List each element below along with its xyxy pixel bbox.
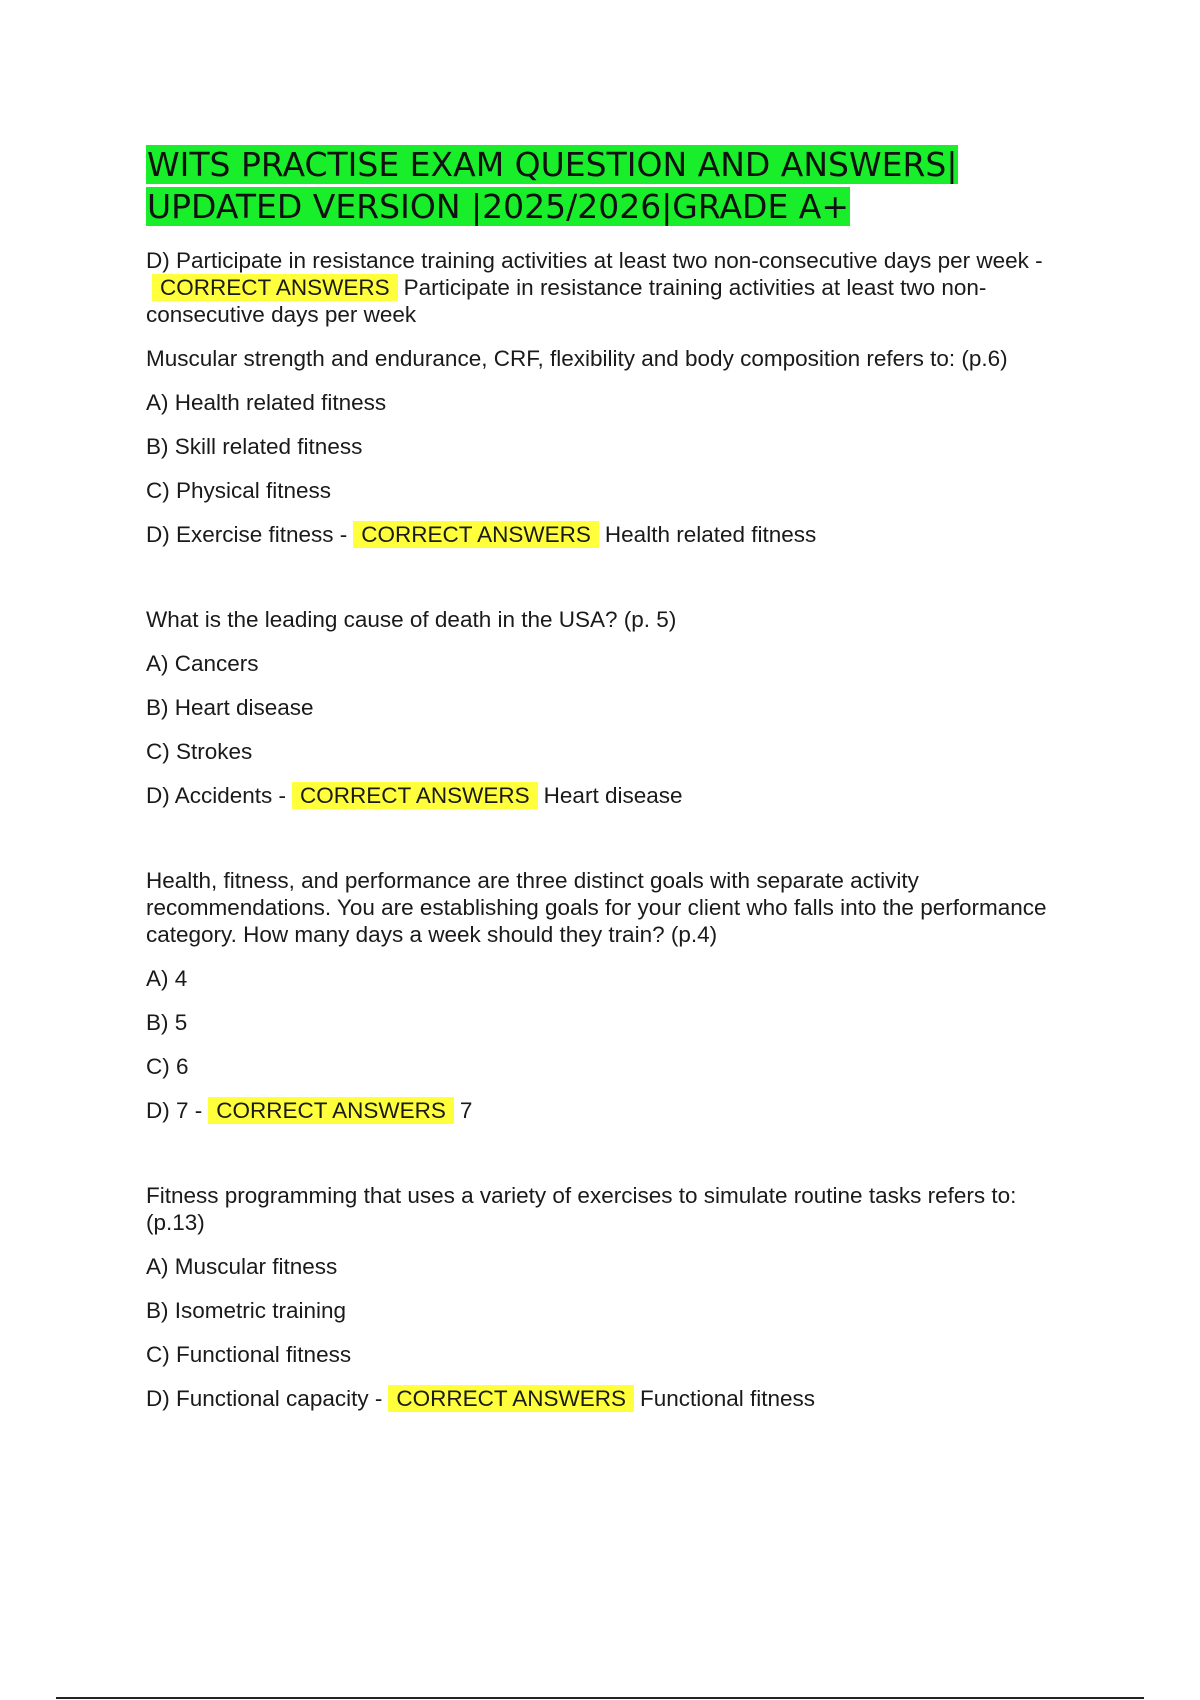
option-a: A) 4 [146,966,188,991]
option-d-with-answer [146,521,1066,548]
option-b: B) Heart disease [146,695,314,720]
title-highlight [146,145,958,226]
question-prompt: Health, fitness, and performance are three distinct goals with separate activity recommendations. You are establishing goals for your client who falls into the performance category. How many days a week should they train? (p.4) [146,868,1047,947]
answer-text: Functional fitness [639,1386,816,1411]
answer-text: 7 [459,1098,473,1123]
title-line-1: WITS PRACTISE EXAM QUESTION AND ANSWERS| [147,145,958,184]
option-c: C) Physical fitness [146,478,332,503]
correct-answers-tag: CORRECT ANSWERS [208,1097,454,1124]
intro-answer: Participate in resistance training activities at least two non-consecutive days per week [146,275,987,327]
question-prompt: What is the leading cause of death in the USA? (p. 5) [146,607,677,632]
question-prompt: Muscular strength and endurance, CRF, flexibility and body composition refers to: (p.6) [146,346,1008,371]
option-d: D) Functional capacity - [146,1386,383,1411]
option-d: D) Exercise fitness - [146,522,348,547]
correct-answers-tag: CORRECT ANSWERS [388,1385,634,1412]
footer-divider [56,1697,1144,1699]
option-b: B) Skill related fitness [146,434,363,459]
intro-answer-line [146,247,1066,328]
question-prompt: Fitness programming that uses a variety of exercises to simulate routine tasks refers to: (p.13) [146,1183,1017,1235]
answer-text: Heart disease [543,783,683,808]
correct-answers-tag: CORRECT ANSWERS [152,274,398,301]
title-line-2: UPDATED VERSION |2025/2026|GRADE A+ [147,187,850,226]
option-d-with-answer [146,1385,1066,1412]
option-b: B) Isometric training [146,1298,347,1323]
intro-option-d: D) Participate in resistance training activities at least two non-consecutive days per week - [146,248,1043,273]
option-d: D) 7 - [146,1098,203,1123]
option-d-with-answer [146,1097,1066,1124]
option-d-with-answer [146,782,1066,809]
option-b: B) 5 [146,1010,188,1035]
correct-answers-tag: CORRECT ANSWERS [292,782,538,809]
answer-text: Health related fitness [604,522,817,547]
option-a: A) Health related fitness [146,390,387,415]
document-title [146,144,1046,228]
option-c: C) 6 [146,1054,189,1079]
option-d: D) Accidents - [146,783,287,808]
document-body [146,247,1066,1429]
option-a: A) Cancers [146,651,259,676]
option-c: C) Strokes [146,739,253,764]
correct-answers-tag: CORRECT ANSWERS [353,521,599,548]
option-a: A) Muscular fitness [146,1254,338,1279]
option-c: C) Functional fitness [146,1342,352,1367]
